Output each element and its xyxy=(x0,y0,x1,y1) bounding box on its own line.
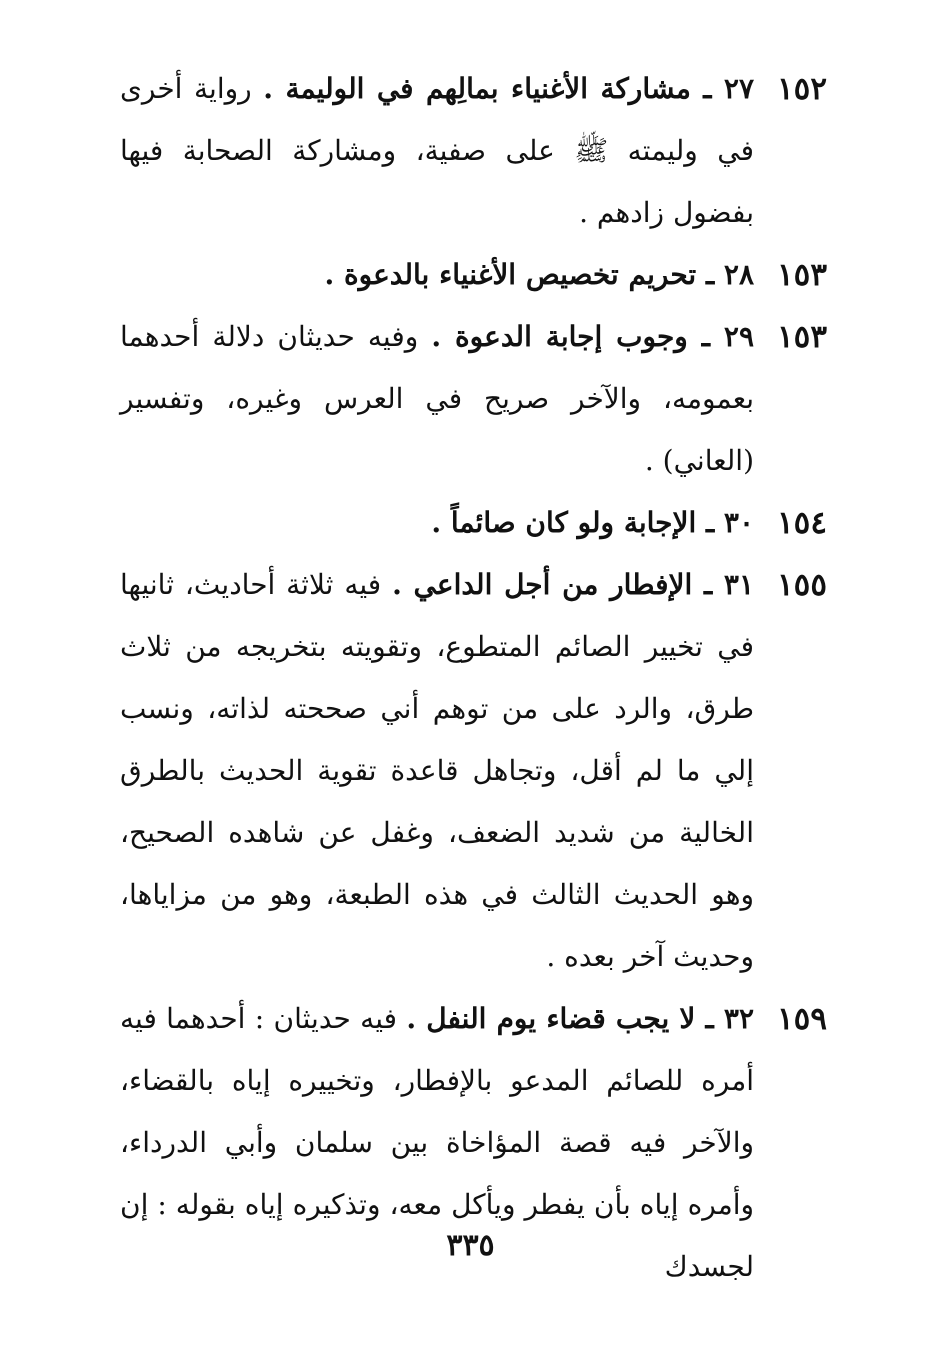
entry-page-number: ١٥٢ xyxy=(777,71,827,107)
entry-page-number: ١٥٤ xyxy=(777,505,827,541)
entry-heading: ٣٠ ـ الإجابة ولو كان صائماً . xyxy=(431,506,754,539)
entry-heading: ٣٢ ـ لا يجب قضاء يوم النفل . xyxy=(406,1002,754,1035)
entry-text: وفيه حديثان دلالة أحدهما بعمومه، والآخر صريح في العرس وغيره، وتفسير (العاني) . xyxy=(120,320,754,477)
table-of-contents xyxy=(120,58,850,1298)
toc-entry xyxy=(120,306,850,492)
entry-heading: ٢٧ ـ مشاركة الأغنياء بمالِهم في الوليمة . xyxy=(263,72,754,105)
entry-text: فيه ثلاثة أحاديث، ثانيها في تخيير الصائم المتطوع، وتقويته بتخريجه من ثلاث طرق، والرد على من توهم أني صححته لذاته، ونسب إلي ما لم أقل، وتجاهل قاعدة تقوية الحديث بالطرق الخالية من شديد الضعف، وغفل عن شاهده الصحيح، وهو الحديث الثالث في هذه الطبعة، وهو من مزاياها، وحديث آخر بعده . xyxy=(120,568,754,973)
toc-entry xyxy=(120,554,850,988)
entry-heading: ٢٩ ـ وجوب إجابة الدعوة . xyxy=(431,320,754,353)
entry-page-number: ١٥٣ xyxy=(777,319,827,355)
entry-body xyxy=(120,492,754,554)
entry-text: رواية أخرى في وليمته ﷺ على صفية، ومشاركة الصحابة فيها بفضول زادهم . xyxy=(120,72,754,229)
entry-page-number: ١٥٣ xyxy=(777,257,827,293)
entry-page-number: ١٥٥ xyxy=(777,567,827,603)
entry-text: فيه حديثان : أحدهما فيه أمره للصائم المدعو بالإفطار، وتخييره إياه بالقضاء، والآخر فيه قصة المؤاخاة بين سلمان وأبي الدرداء، وأمره إياه بأن يفطر ويأكل معه، وتذكيره إياه بقوله : إن لجسدك xyxy=(120,1002,754,1283)
entry-heading: ٢٨ ـ تحريم تخصيص الأغنياء بالدعوة . xyxy=(324,258,754,291)
toc-entry xyxy=(120,58,850,244)
entry-body xyxy=(120,306,754,492)
entry-body xyxy=(120,554,754,988)
entry-page-number: ١٥٩ xyxy=(777,1001,827,1037)
entry-body xyxy=(120,58,754,244)
toc-entry xyxy=(120,244,850,306)
entry-heading: ٣١ ـ الإفطار من أجل الداعي . xyxy=(392,568,754,601)
entry-body xyxy=(120,244,754,306)
page-number-footer: ٣٣٥ xyxy=(446,1228,495,1263)
toc-entry xyxy=(120,492,850,554)
